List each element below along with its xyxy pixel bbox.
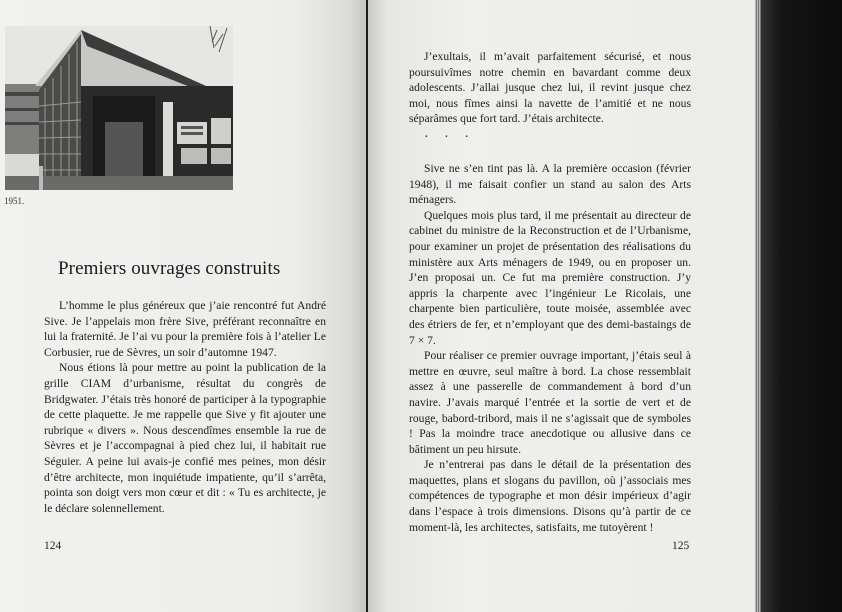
book-edge-shadow	[755, 0, 842, 612]
pavilion-photo	[5, 26, 233, 190]
right-paragraph: Sive ne s’en tint pas là. A la première occasion (février 1948), il me faisait confier un stand au salon des Arts ménagers.	[409, 162, 691, 207]
page-number-left: 124	[44, 540, 62, 552]
right-body-text	[409, 161, 691, 535]
section-separator: · · ·	[424, 130, 475, 145]
chapter-heading: Premiers ouvrages construits	[58, 258, 281, 279]
page-number-right: 125	[672, 540, 690, 552]
left-paragraph: Nous étions là pour mettre au point la publication de la grille CIAM d’urbanisme, résultat du congrès de Bridgwater. J’étais très honoré de participer à la typographie de cette plaquette. Je me rappelle que Sive y fit ajouter une rubrique « divers ». Nous descendîmes ensemble la rue de Sèvres et je l’accompagnai à pied chez lui, il habitait rue Séguier. A peine lui avais-je confié mes peines, mon désir d’être architecte, mon inquiétude impatiente, qu’il s’arrêta, pointa son doigt vers mon cœur et dit : « Tu es architecte, je le déclare solennellement.	[44, 361, 326, 515]
photo-caption: 1951.	[4, 196, 25, 206]
page-stack-edge	[755, 0, 761, 612]
right-paragraph: Quelques mois plus tard, il me présentait au directeur de cabinet du ministre de la Reconstruction et de l’Urbanisme, pour examiner un projet de présentation des réalisations du ministère aux Arts ménagers de 1949, ou en proposer un. J’en proposai un. Ce fut ma première construction. J’y appris la charpente avec l’ingénieur Le Ricolais, une charpente bien particulière, toute moisée, assemblée avec des étriers de fer, et n’employant que des demi-bastaings de 7 × 7.	[409, 208, 691, 347]
right-intro-paragraph: J’exultais, il m’avait parfaitement sécurisé, et nous poursuivîmes notre chemin en bavardant comme deux adolescents. J’allai jusque chez lui, il revint jusque chez moi, nous fîmes ainsi la navette de l’amitié et ne nous séparâmes que fort tard. J’étais architecte.	[409, 50, 691, 126]
left-page	[0, 0, 366, 612]
left-paragraph: L’homme le plus généreux que j’aie rencontré fut André Sive. Je l’appelais mon frère Sive, préférant reconnaître en lui la fraternité. Je l’ai vu pour la première fois à l’atelier Le Corbusier, rue de Sèvres, un soir d’automne 1947.	[44, 299, 326, 359]
right-paragraph: Pour réaliser ce premier ouvrage important, j’étais seul à mettre en œuvre, seul maître à bord. La chose ressemblait assez à une passerelle de commandement à bord d’un navire. J’avais marqué l’entrée et la sortie de vert et de rouge, babord-tribord, mais il ne s’agissait que de symboles ! Pas la moindre trace anecdotique ou allusive dans ce bâtiment un peu hirsute.	[409, 349, 691, 456]
right-paragraph: Je n’entrerai pas dans le détail de la présentation des maquettes, plans et slogans du pavillon, où j’associais mes compétences de typographe et mon désir impérieux d’agir dans l’espace à trois dimensions. Disons qu’à partir de ce moment-là, les architectes, satisfaits, me tutoyèrent !	[409, 458, 691, 534]
right-intro-text	[409, 49, 691, 127]
left-body-text	[44, 298, 326, 516]
pavilion-photo-image	[5, 26, 233, 190]
